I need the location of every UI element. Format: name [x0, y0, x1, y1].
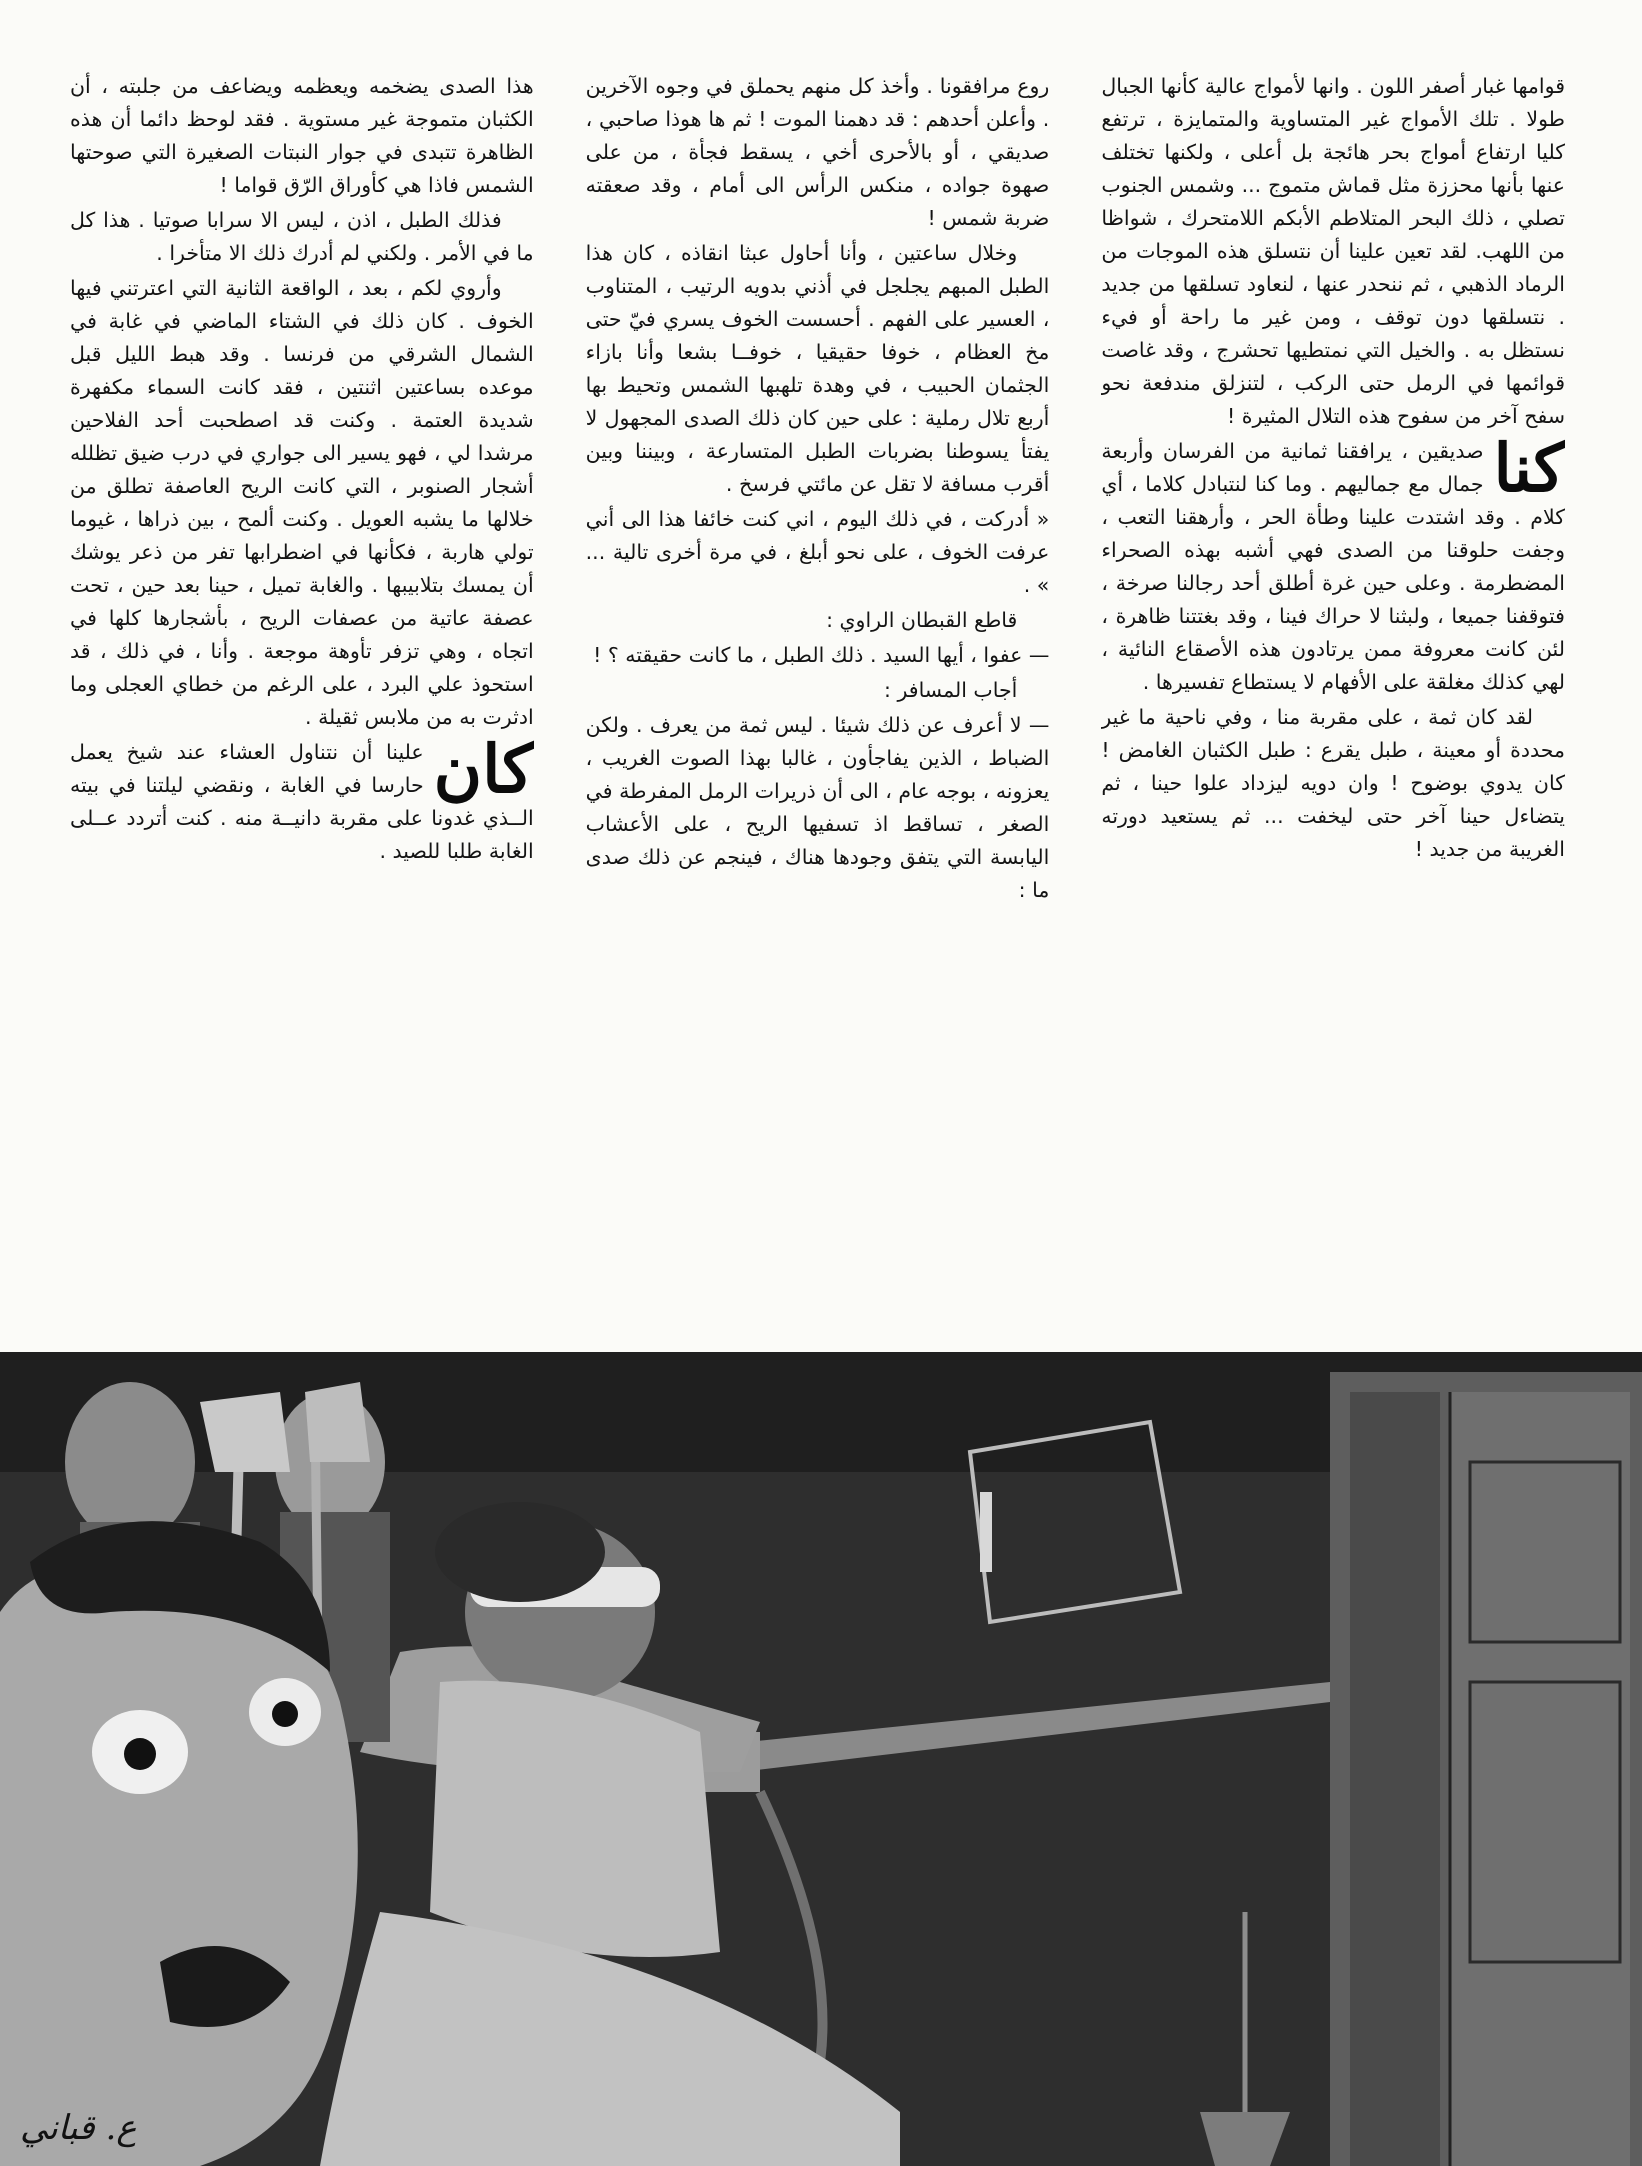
column-right [1101, 70, 1565, 1360]
paragraph: فذلك الطبل ، اذن ، ليس الا سرابا صوتيا . هذا كل ما في الأمر . ولكني لم أدرك ذلك الا متأخرا . [69, 208, 534, 265]
paragraph: أجاب المسافر : [884, 678, 1018, 702]
article-columns [70, 70, 1565, 1360]
paragraph: — عفوا ، أيها السيد . ذلك الطبل ، ما كانت حقيقته ؟ ! [593, 643, 1050, 667]
dropcap-kunna: كنا [1493, 429, 1565, 507]
paragraph-dropcap [69, 730, 534, 868]
paragraph: — لا أعرف عن ذلك شيئا . ليس ثمة من يعرف . ولكن الضباط ، الذين يفاجأون ، غالبا بهذا الصوت الغريب ، يعزونه ، بوجه عام ، الى أن ذريرات الرمل المفرطة في الصغر ، تساقط اذ تسفيها الريح ، على الأعشاب اليابسة التي يتفق وجودها هناك ، فينجم عن ذلك صدى ما : [585, 713, 1050, 902]
figure-left [65, 1382, 195, 1542]
paragraph: وخلال ساعتين ، وأنا أحاول عبثا انقاذه ، كان هذا الطبل المبهم يجلجل في أذني بدويه الرتيب ، المتناوب ، العسير على الفهم . أحسست الخوف يسري فيّ حتى مخ العظام ، خوفا حقيقيا ، خوفــا بشعا وأنا بازاء الجثمان الحبيب ، في وهدة تلهبها الشمس وتحيط بها أربع تلال رملية : على حين كان ذلك الصدى المجهول لا يفتأ يسوطنا بضربات الطبل المتسارعة ، وبيننا وبين أقرب مسافة لا تقل عن مائتي فرسخ . [585, 241, 1050, 496]
paragraph-dropcap [1101, 429, 1565, 699]
paragraph-text: صديقين ، يرافقنا ثمانية من الفرسان وأربعة جمال مع جماليهم . وما كنا لنتبادل كلاما ، أي كلام . وقد اشتدت علينا وطأة الحر ، وأرهقنا التعب ، وجفت حلوقنا من الصدى فهي أشبه بهذه الصحراء المضطرمة . وعلى حين غرة أطلق أحد رجالنا صرخة ، فتوقفنا جميعا ، ولبثنا لا حراك فينا ، وقد بغتتنا ظاهرة ، لئن كانت معروفة ممن يرتادون هذه الأصقاع النائية ، لهي كذلك مغلقة على الأفهام لا يستطاع تفسيرها . [1101, 439, 1565, 694]
paragraph: قوامها غبار أصفر اللون . وانها لأمواج عالية كأنها الجبال طولا . تلك الأمواج غير المتساوية والمتمايزة ، ترتفع كليا ارتفاع أمواج بحر هائجة بل أعلى ، ولكنها تختلف عنها بأنها محززة مثل قماش متموج ... وشمس الجنوب تصلي ، ذلك البحر المتلاطم الأبكم اللامتحرك ، شواظا من اللهب. لقد تعين علينا أن نتسلق هذه الموجات من الرماد الذهبي ، ثم ننحدر عنها ، لنعاود تسلقها من جديد . نتسلقها دون توقف ، ومن غير ما راحة أو فيء نستظل به . والخيل التي نمتطيها تحشرج ، وقد غاصت قوائمها في الرمل حتى الركب ، لتنزلق مندفعة نحو سفح آخر من سفوح هذه التلال المثيرة ! [1101, 74, 1565, 428]
illustration [0, 1352, 1642, 2166]
paragraph: هذا الصدى يضخمه ويعظمه ويضاعف من جلبته ، أن الكثبان متموجة غير مستوية . فقد لوحظ دائما أن هذه الظاهرة تتبدى في جوار النبتات الصغيرة التي صوحتها الشمس فاذا هي كأوراق الرّق قواما ! [69, 74, 534, 197]
paragraph: قاطع القبطان الراوي : [826, 608, 1018, 632]
artist-signature: ع. قباني [20, 2108, 137, 2148]
paragraph: « أدركت ، في ذلك اليوم ، اني كنت خائفا هذا الى أني عرفت الخوف ، على نحو أبلغ ، في مرة أخرى تالية ... » . [585, 507, 1050, 597]
paragraph: وأروي لكم ، بعد ، الواقعة الثانية التي اعترتني فيها الخوف . كان ذلك في الشتاء الماضي في غابة في الشمال الشرقي من فرنسا . وقد هبط الليل قبل موعده بساعتين اثنتين ، فقد كانت السماء مكفهرة شديدة العتمة . وكنت قد اصطحبت أحد الفلاحين مرشدا لي ، فهو يسير الى جواري في درب ضيق تظلله أشجار الصنوبر ، التي كانت الريح العاصفة تطلق من خلالها ما يشبه العويل . وكنت ألمح ، بين ذراها ، غيوما تولي هاربة ، فكأنها في اضطرابها تفر من ذعر يوشك أن يمسك بتلابيبها . والغابة تميل ، حينا بعد حين ، تحت عصفة عاتية من عصفات الريح ، بأشجارها كلها في اتجاه ، وهي تزفر تأوهة موجعة . وأنا ، في ذلك ، قد استحوذ علي البرد ، على الرغم من خطاي العجلى وما ادثرت به من ملابس ثقيلة . [69, 276, 534, 729]
column-left [70, 70, 534, 1360]
illustration-artwork [0, 1352, 1642, 2166]
paragraph: روع مرافقونا . وأخذ كل منهم يحملق في وجوه الآخرين . وأعلن أحدهم : قد دهمنا الموت ! ثم ها هوذا صاحبي ، صديقي ، أو بالأحرى أخي ، يسقط فجأة ، من على صهوة جواده ، منكس الرأس الى أمام ، وقد صعقته ضربة شمس ! [585, 74, 1050, 230]
dropcap-kana: كان [433, 730, 534, 808]
paragraph: لقد كان ثمة ، على مقربة منا ، وفي ناحية ما غير محددة أو معينة ، طبل يقرع : طبل الكثبان الغامض ! كان يدوي بوضوح ! وان دويه ليزداد علوا حينا ، ثم يتضاءل حينا آخر حتى ليخفت ... ثم يستعيد دورته الغريبة من جديد ! [1101, 705, 1565, 861]
axe-right [305, 1382, 370, 1462]
axe-left [200, 1392, 290, 1472]
paragraph-text: علينا أن نتناول العشاء عند شيخ يعمل حارسا في الغابة ، ونقضي ليلتنا في بيته الــذي غدونا على مقربة دانيــة منه . كنت أتردد عــلى الغابة طلبا للصيد . [69, 740, 534, 863]
column-middle [586, 70, 1050, 1360]
